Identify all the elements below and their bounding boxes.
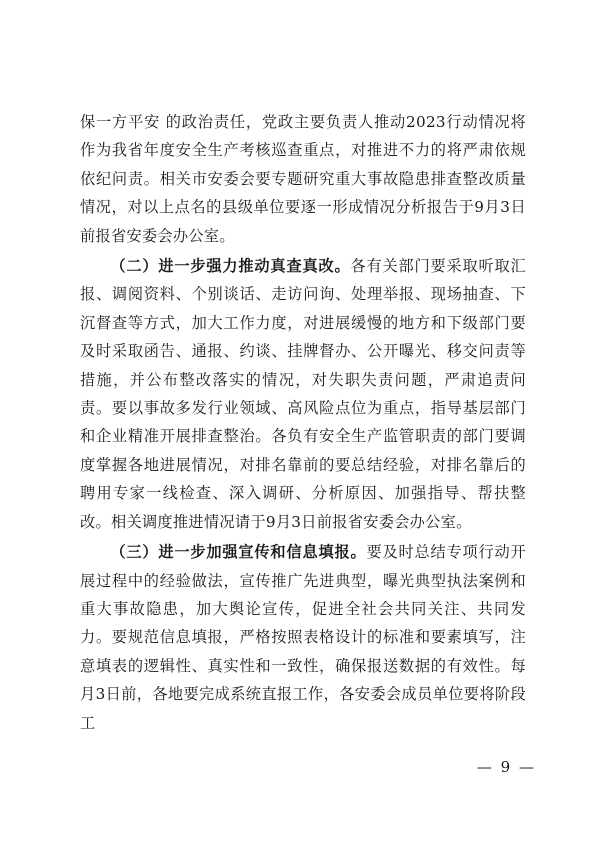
section-three-paragraph <box>80 538 526 737</box>
document-body <box>80 108 526 739</box>
section-two-heading: （二）进一步强力推动真查真改。 <box>110 257 351 276</box>
section-three-heading: （三）进一步加强宣传和信息填报。 <box>110 543 367 562</box>
section-two-paragraph <box>80 252 526 536</box>
section-two-text: 各有关部门要采取听取汇报、调阅资料、个别谈话、走访问询、处理举报、现场抽查、下沉督查等方式，加大工作力度，对进展缓慢的地方和下级部门要及时采取函告、通报、约谈、挂牌督办、公开曝光、移交问责等措施，并公布整改落实的情况，对失职失责问题，严肃追责问责。要以事故多发行业领域、高风险点位为重点，指导基层部门和企业精准开展排查整治。各负有安全生产监管职责的部门要调度掌握各地进展情况，对排名靠前的要总结经验，对排名靠后的聘用专家一线检查、深入调研、分析原因、加强指导、帮扶整改。相关调度推进情况请于9月3日前报省安委会办公室。 <box>80 257 527 531</box>
section-three-text: 要及时总结专项行动开展过程中的经验做法，宣传推广先进典型，曝光典型执法案例和重大事故隐患，加大舆论宣传，促进全社会共同关注、共同发力。要规范信息填报，严格按照表格设计的标准和要素填写，注意填表的逻辑性、真实性和一致性，确保报送数据的有效性。每月3日前，各地要完成系统直报工作，各安委会成员单位要将阶段工 <box>80 543 526 732</box>
page-number: — 9 — <box>476 758 536 776</box>
paragraph-continuation: 保一方平安 的政治责任，党政主要负责人推动2023行动情况将作为我省年度安全生产考核巡查重点，对推进不力的将严肃依规依纪问责。相关市安委会要专题研究重大事故隐患排查整改质量情况，对以上点名的县级单位要逐一形成情况分析报告于9月3日前报省安委会办公室。 <box>80 113 526 245</box>
